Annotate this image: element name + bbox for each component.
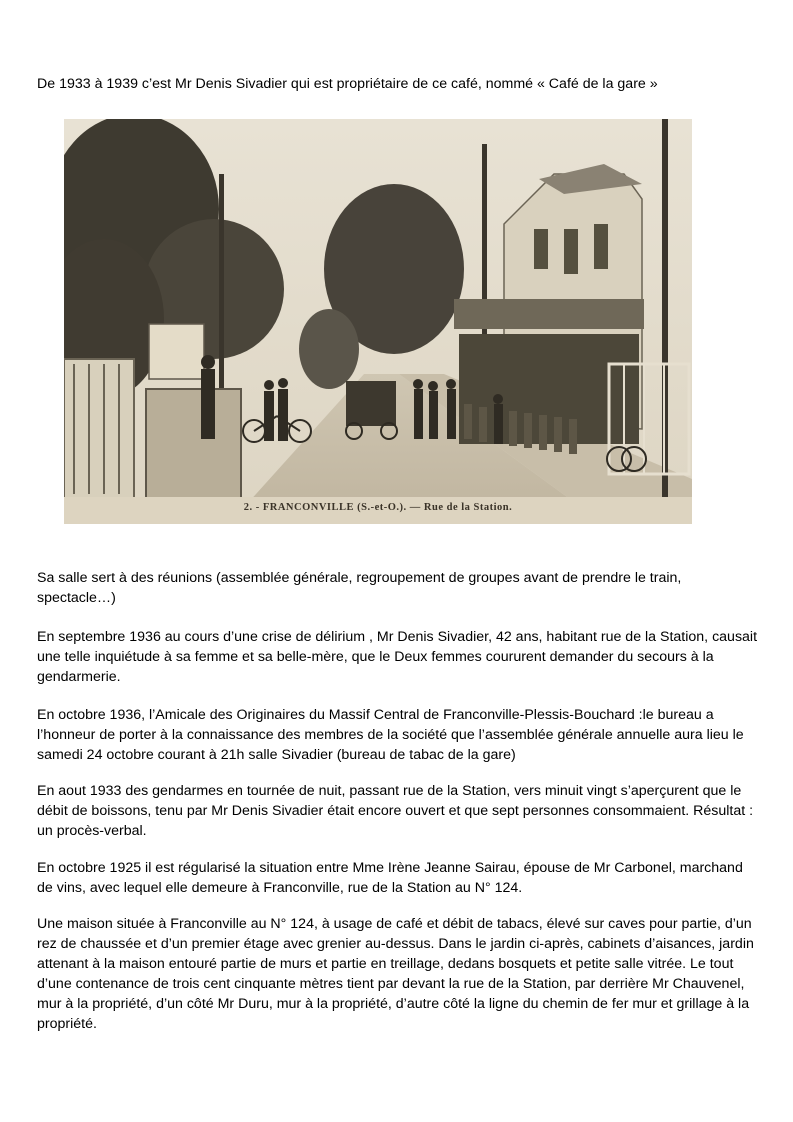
paragraph-2: En septembre 1936 au cours d’une crise de délirium , Mr Denis Sivadier, 42 ans, habitant rue de la Station, causait une telle inquiétude à sa femme et sa belle-mère, que le Deux femmes coururent demander du secours à la gendarmerie. xyxy=(37,629,758,685)
paragraph-4: En aout 1933 des gendarmes en tournée de nuit, passant rue de la Station, vers minuit vingt s’aperçurent que le débit de boissons, tenu par Mr Denis Sivadier était encore ouvert et que sept personnes consommaient. Résultat : un procès-verbal. xyxy=(37,783,754,839)
paragraph-3: En octobre 1936, l’Amicale des Originaires du Massif Central de Franconville-Plessis-Bouchard :le bureau a l’honneur de porter à la connaissance des membres de la société que l’assemblée générale annuelle aura lieu le samedi 24 octobre courant à 21h salle Sivadier (bureau de tabac de la gare) xyxy=(37,707,744,763)
photo-caption: 2. - FRANCONVILLE (S.-et-O.). — Rue de la Station. xyxy=(243,502,513,513)
postcard-photo xyxy=(64,119,692,524)
paragraph-5: En octobre 1925 il est régularisé la situation entre Mme Irène Jeanne Sairau, épouse de Mr Carbonel, marchand de vins, avec lequel elle demeure à Franconville, rue de la Station au N° 124. xyxy=(37,860,743,896)
intro-text: De 1933 à 1939 c’est Mr Denis Sivadier qui est propriétaire de ce café, nommé « Café de la gare » xyxy=(37,76,658,92)
paragraph-6: Une maison située à Franconville au N° 124, à usage de café et débit de tabacs, élevé sur caves pour partie, d’un rez de chaussée et d’un premier étage avec grenier au-dessus. Dans le jardin ci-après, cabinets d’aisances, jardin attenant à la maison entouré partie de murs et partie en treillage, dedans bosquets et petite salle vitrée. Le tout d’une contenance de trois cent cinquante mètres tient par devant la rue de la Station, par derrière Mr Chauvenel, mur à la propriété, d’un côté Mr Duru, mur à la propriété, d’autre côté la ligne du chemin de fer mur et grillage à la propriété. xyxy=(37,916,754,1032)
street-scene-illustration xyxy=(64,119,692,524)
paragraph-1: Sa salle sert à des réunions (assemblée générale, regroupement de groupes avant de prendre le train, spectacle…) xyxy=(37,570,682,606)
